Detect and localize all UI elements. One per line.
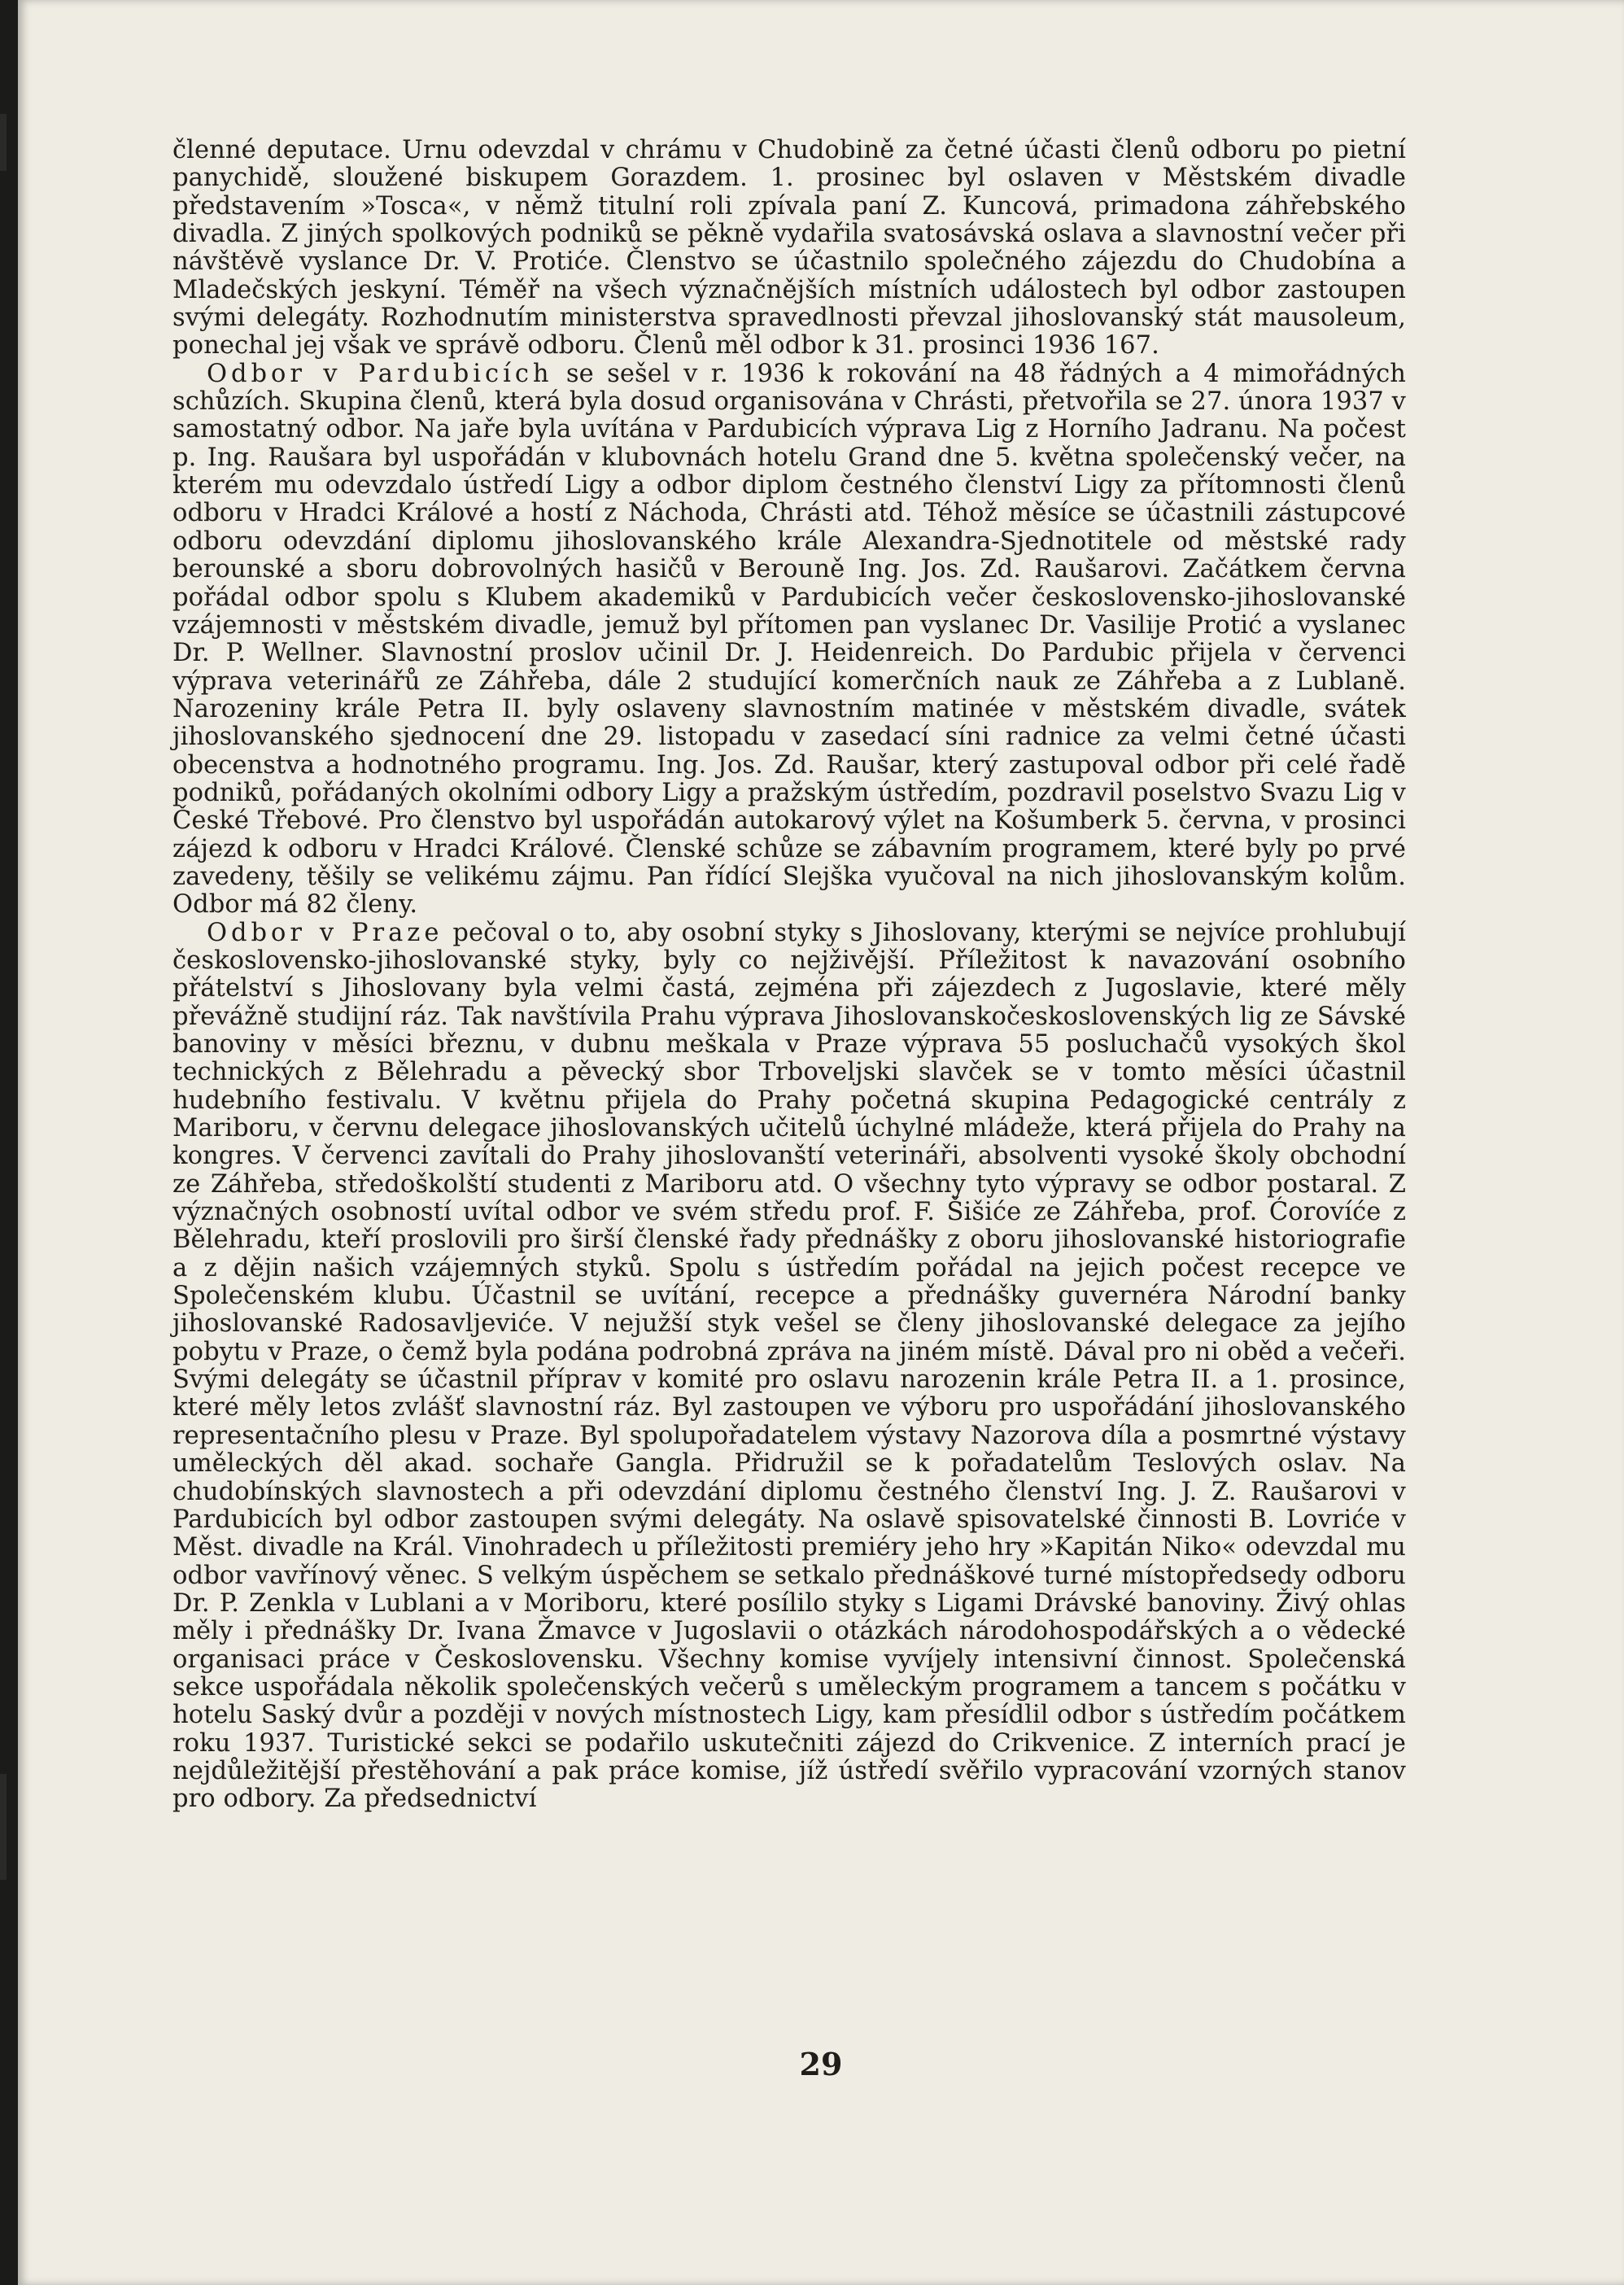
binding-edge-mark bbox=[0, 114, 7, 171]
document-page bbox=[18, 0, 1624, 2285]
binding-edge-mark bbox=[0, 1774, 7, 1880]
paragraph-text: členné deputace. Urnu odevzdal v chrámu v Chudobině za četné účasti členů odboru po pietní panychidě, sloužené biskupem Gorazdem. 1. prosinec byl oslaven v Městském divadle představením »Tosca«, v němž titulní roli zpívala paní Z. Kuncová, primadona záhřebského divadla. Z jiných spolkových podniků se pěkně vydařila svatosávská oslava a slavnostní večer při návštěvě vyslance Dr. V. Protiće. Členstvo se účastnilo společného zájezdu do Chudobína a Mladečských jeskyní. Téměř na všech význačnějších místních událostech byl odbor zastoupen svými delegáty. Rozhodnutím ministerstva spravedlnosti převzal jihoslovanský stát mausoleum, ponechal jej však ve správě odboru. Členů měl odbor k 31. prosinci 1936 167. bbox=[172, 136, 1406, 360]
paragraph bbox=[172, 137, 1406, 360]
paragraph-text: pečoval o to, aby osobní styky s Jihoslovany, kterými se nejvíce prohlubují československo-jihoslovanské styky, byly co nejživější. Příležitost k navazování osobního přátelství s Jihoslovany byla velmi častá, zejména při zájezdech z Jugoslavie, které měly převážně studijní ráz. Tak navštívila Prahu výprava Jihoslovanskočeskoslovenských lig ze Sávské banoviny v měsíci březnu, v dubnu meškala v Praze výprava 55 posluchačů vysokých škol technických z Bělehradu a pěvecký sbor Trboveljski slavček se v tomto měsíci účastnil hudebního festivalu. V květnu přijela do Prahy početná skupina Pedagogické centrály z Mariboru, v červnu delegace jihoslovanských učitelů úchylné mládeže, která přijela do Prahy na kongres. V červenci zavítali do Prahy jihoslovanští veterináři, absolventi vysoké školy obchodní ze Záhřeba, středoškolští studenti z Mariboru atd. O všechny tyto výpravy se odbor postaral. Z význačných osobností uvítal odbor ve svém středu prof. F. Šišiće ze Záhřeba, prof. Ćorovíće z Bělehradu, kteří proslovili pro širší členské řady přednášky z oboru jihoslovanské historiografie a z dějin našich vzájemných styků. Spolu s ústředím pořádal na jejich počest recepce ve Společenském klubu. Účastnil se uvítání, recepce a přednášky guvernéra Národní banky jihoslovanské Radosavljeviće. V nejužší styk vešel se členy jihoslovanské delegace za jejího pobytu v Praze, o čemž byla podána podrobná zpráva na jiném místě. Dával pro ni oběd a večeři. Svými delegáty se účastnil příprav v komité pro oslavu narozenin krále Petra II. a 1. prosince, které měly letos zvlášť slavnostní ráz. Byl zastoupen ve výboru pro uspořádání jihoslovanského representačního plesu v Praze. Byl spolupořadatelem výstavy Nazorova díla a posmrtné výstavy uměleckých děl akad. sochaře Gangla. Přidružil se k pořadatelům Teslových oslav. Na chudobínských slavnostech a při odevzdání diplomu čestného členství Ing. J. Z. Raušarovi v Pardubicích byl odbor zastoupen svými delegáty. Na oslavě spisovatelské činnosti B. Lovriće v Měst. divadle na Král. Vinohradech u příležitosti premiéry jeho hry »Kapitán Niko« odevzdal mu odbor vavřínový věnec. S velkým úspěchem se setkalo přednáškové turné místopředsedy odboru Dr. P. Zenkla v Lublani a v Moriboru, které posílilo styky s Ligami Drávské banoviny. Živý ohlas měly i přednášky Dr. Ivana Žmavce v Jugoslavii o otázkách národohospodářských a o vědecké organisaci práce v Československu. Všechny komise vyvíjely intensivní činnost. Společenská sekce uspořádala několik společenských večerů s uměleckým programem a tancem s počátku v hotelu Saský dvůr a později v nových místnostech Ligy, kam přesídlil odbor s ústředím počátkem roku 1937. Turistické sekci se podařilo uskutečniti zájezd do Crikvenice. Z interních prací je nejdůležitější přestěhování a pak práce komise, jíž ústředí svěřilo vypracování vzorných stanov pro odbory. Za předsednictví bbox=[172, 918, 1406, 1814]
page-number: 29 bbox=[799, 2046, 843, 2082]
paragraph-lead: Odbor v Praze bbox=[207, 918, 443, 947]
paragraph bbox=[172, 920, 1406, 1814]
paragraph-text: se sešel v r. 1936 k rokování na 48 řádných a 4 mimořádných schůzích. Skupina členů, která byla dosud organisována v Chrásti, přetvořila se 27. února 1937 v samostatný odbor. Na jaře byla uvítána v Pardubicích výprava Lig z Horního Jadranu. Na počest p. Ing. Raušara byl uspořádán v klubovnách hotelu Grand dne 5. května společenský večer, na kterém mu odevzdalo ústředí Ligy a odbor diplom čestného členství Ligy za přítomnosti členů odboru v Hradci Králové a hostí z Náchoda, Chrásti atd. Téhož měsíce se účastnili zástupcové odboru odevzdání diplomu jihoslovanského krále Alexandra-Sjednotitele od městské rady berounské a sboru dobrovolných hasičů v Berouně Ing. Jos. Zd. Raušarovi. Začátkem června pořádal odbor spolu s Klubem akademiků v Pardubicích večer československo-jihoslovanské vzájemnosti v městském divadle, jemuž byl přítomen pan vyslanec Dr. Vasilije Protić a vyslanec Dr. P. Wellner. Slavnostní proslov učinil Dr. J. Heidenreich. Do Pardubic přijela v červenci výprava veterinářů ze Záhřeba, dále 2 studující komerčních nauk ze Záhřeba a z Lublaně. Narozeniny krále Petra II. byly oslaveny slavnostním matinée v městském divadle, svátek jihoslovanského sjednocení dne 29. listopadu v zasedací síni radnice za velmi četné účasti obecenstva a hodnotného programu. Ing. Jos. Zd. Raušar, který zastupoval odbor při celé řadě podniků, pořádaných okolními odbory Ligy a pražským ústředím, pozdravil poselstvo Svazu Lig v České Třebové. Pro členstvo byl uspořádán autokarový výlet na Košumberk 5. června, v prosinci zájezd k odboru v Hradci Králové. Členské schůze se zábavním programem, které byly po prvé zavedeny, těšily se velikému zájmu. Pan řídící Slejška vyučoval na nich jihoslovanským kolům. Odbor má 82 členy. bbox=[172, 359, 1406, 920]
paragraph bbox=[172, 360, 1406, 920]
paragraph-lead: Odbor v Pardubicích bbox=[207, 359, 553, 388]
body-text bbox=[172, 137, 1406, 1814]
